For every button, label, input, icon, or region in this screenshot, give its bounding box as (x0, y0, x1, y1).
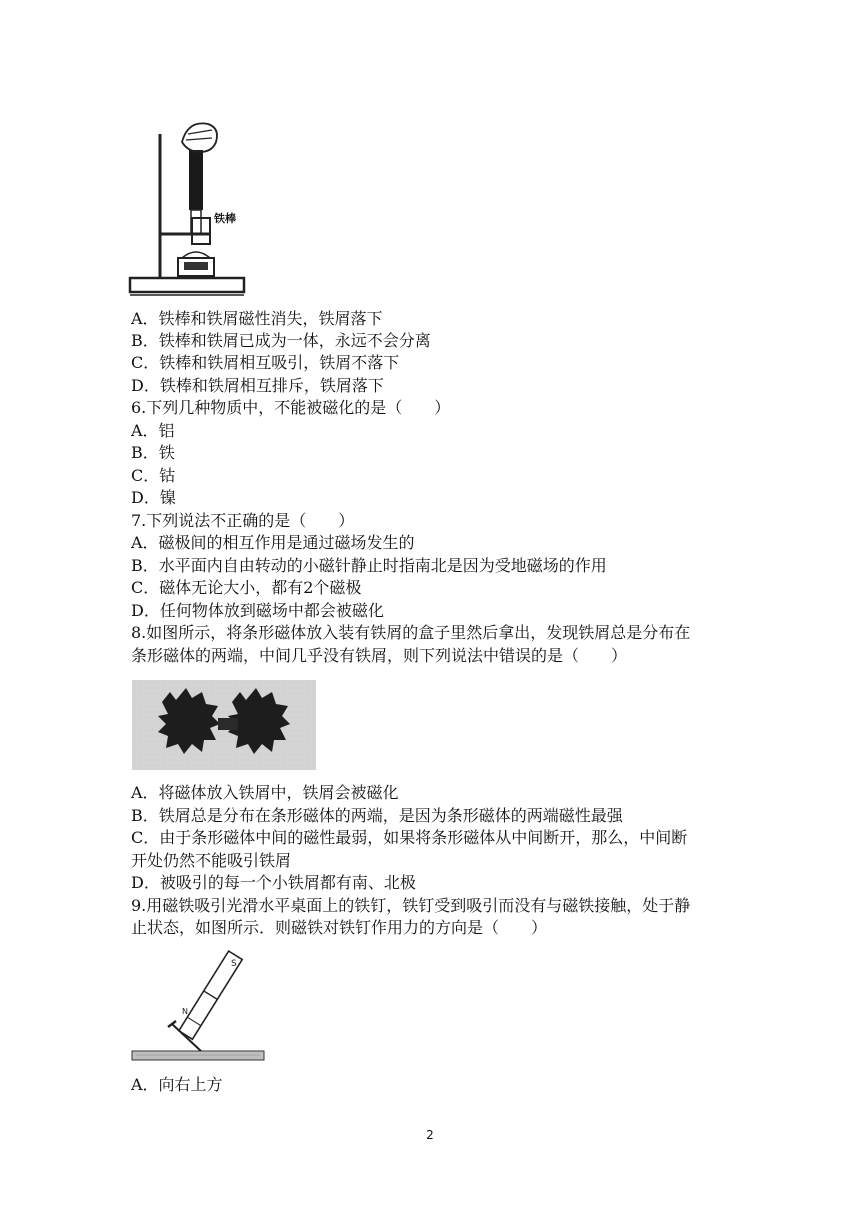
magnet-nail-figure (130, 948, 268, 1064)
q7-option-d: D．任何物体放到磁场中都会被磁化 (131, 601, 384, 620)
q8-option-a: A．将磁体放入铁屑中，铁屑会被磁化 (131, 783, 399, 802)
q9-stem-line1: 9.用磁铁吸引光滑水平桌面上的铁钉，铁钉受到吸引而没有与磁铁接触，处于静 (131, 896, 691, 915)
bar-magnet-filings-photo (132, 680, 316, 770)
page-number: 2 (426, 1128, 434, 1142)
iron-rod-stand-figure (128, 112, 250, 300)
q5-option-c: C．铁棒和铁屑相互吸引，铁屑不落下 (131, 353, 400, 372)
magnet-pole-s-label: S (231, 959, 237, 969)
q6-option-d: D．镍 (131, 488, 176, 507)
q8-option-c-continued: 开处仍然不能吸引铁屑 (131, 851, 292, 870)
q9-option-a: A．向右上方 (131, 1075, 223, 1094)
q6-option-a: A．铝 (131, 421, 175, 440)
q8-option-d: D．被吸引的每一个小铁屑都有南、北极 (131, 873, 416, 892)
q7-stem: 7.下列说法不正确的是（ ） (131, 511, 355, 530)
q6-option-b: B．铁 (131, 443, 175, 462)
q5-option-d: D．铁棒和铁屑相互排斥，铁屑落下 (131, 376, 384, 395)
q6-option-c: C．钴 (131, 466, 176, 485)
q9-stem-line2: 止状态，如图所示．则磁铁对铁钉作用力的方向是（ ） (131, 918, 548, 937)
q8-option-c: C．由于条形磁体中间的磁性最弱，如果将条形磁体从中间断开，那么，中间断 (131, 828, 688, 847)
q8-stem-line1: 8.如图所示，将条形磁体放入装有铁屑的盒子里然后拿出，发现铁屑总是分布在 (131, 623, 691, 642)
q8-option-b: B．铁屑总是分布在条形磁体的两端，是因为条形磁体的两端磁性最强 (131, 806, 623, 825)
magnet-pole-n-label: N (182, 1007, 188, 1016)
q7-option-c: C．磁体无论大小，都有2个磁极 (131, 578, 362, 597)
q7-option-a: A．磁极间的相互作用是通过磁场发生的 (131, 533, 415, 552)
q8-stem-line2: 条形磁体的两端，中间几乎没有铁屑，则下列说法中错误的是（ ） (131, 646, 628, 665)
q5-option-a: A．铁棒和铁屑磁性消失，铁屑落下 (131, 309, 383, 328)
q7-option-b: B．水平面内自由转动的小磁针静止时指南北是因为受地磁场的作用 (131, 556, 607, 575)
q5-option-b: B．铁棒和铁屑已成为一体，永远不会分离 (131, 331, 431, 350)
q6-stem: 6.下列几种物质中，不能被磁化的是（ ） (131, 398, 451, 417)
figure-label-iron-rod: 铁棒 (214, 212, 236, 225)
